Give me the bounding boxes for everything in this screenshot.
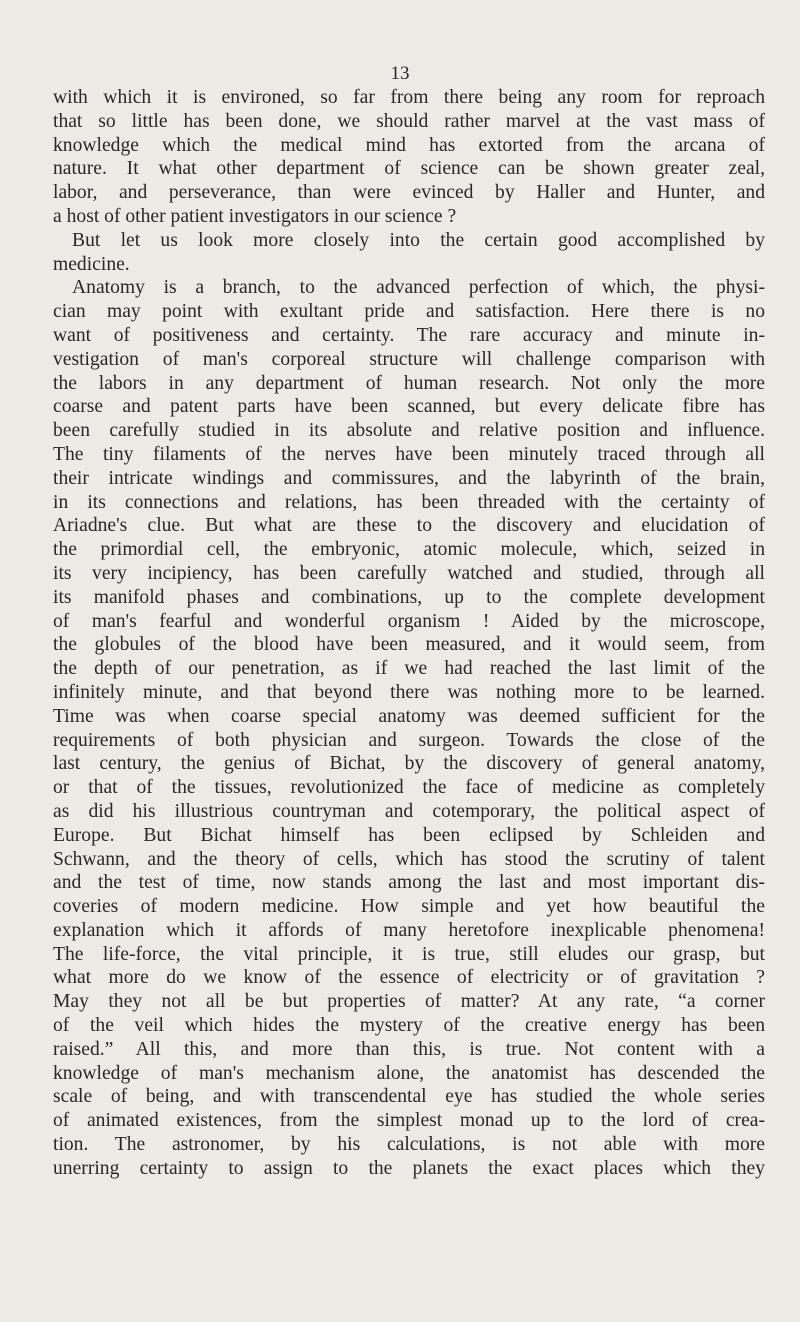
text-line: of animated existences, from the simplest monad up to the lord of crea-	[53, 1110, 765, 1132]
text-line: that so little has been done, we should rather marvel at the vast mass of	[53, 110, 765, 132]
text-line: The life-force, the vital principle, it is true, still eludes our grasp, but	[53, 943, 765, 965]
text-line: infinitely minute, and that beyond there was nothing more to be learned.	[53, 681, 765, 703]
text-line: of man's fearful and wonderful organism ! Aided by the microscope,	[53, 610, 765, 632]
text-line: coveries of modern medicine. How simple and yet how beautiful the	[53, 896, 765, 918]
text-line: scale of being, and with transcendental eye has studied the whole series	[53, 1086, 765, 1108]
text-line: knowledge which the medical mind has extorted from the arcana of	[53, 134, 765, 156]
text-line: unerring certainty to assign to the planets the exact places which they	[53, 1157, 765, 1179]
text-line: Anatomy is a branch, to the advanced perfection of which, the physi-	[72, 277, 765, 299]
text-line: But let us look more closely into the certain good accomplished by	[72, 229, 765, 251]
text-line: knowledge of man's mechanism alone, the anatomist has descended the	[53, 1062, 765, 1084]
body-text	[53, 86, 765, 1181]
text-line: its very incipiency, has been carefully watched and studied, through all	[53, 562, 765, 584]
text-line: Schwann, and the theory of cells, which has stood the scrutiny of talent	[53, 848, 765, 870]
text-line: been carefully studied in its absolute and relative position and influence.	[53, 420, 765, 442]
text-line: the primordial cell, the embryonic, atomic molecule, which, seized in	[53, 539, 765, 561]
text-line: vestigation of man's corporeal structure will challenge comparison with	[53, 348, 765, 370]
text-line: in its connections and relations, has been threaded with the certainty of	[53, 491, 765, 513]
text-line: and the test of time, now stands among the last and most important dis-	[53, 872, 765, 894]
text-line: a host of other patient investigators in our science ?	[53, 205, 457, 227]
text-line: coarse and patent parts have been scanned, but every delicate fibre has	[53, 396, 765, 418]
text-line: May they not all be but properties of matter? At any rate, “a corner	[53, 991, 765, 1013]
text-line: or that of the tissues, revolutionized the face of medicine as completely	[53, 777, 765, 799]
text-line: raised.” All this, and more than this, is true. Not content with a	[53, 1038, 765, 1060]
text-line: its manifold phases and combinations, up to the complete development	[53, 586, 765, 608]
text-line: requirements of both physician and surgeon. Towards the close of the	[53, 729, 765, 751]
text-line: medicine.	[53, 253, 130, 275]
text-line: Ariadne's clue. But what are these to the discovery and elucidation of	[53, 515, 765, 537]
text-line: tion. The astronomer, by his calculations, is not able with more	[53, 1134, 765, 1156]
text-line: with which it is environed, so far from there being any room for reproach	[53, 87, 765, 108]
text-line: Time was when coarse special anatomy was deemed sufficient for the	[53, 705, 765, 727]
page-number: 13	[390, 63, 410, 84]
text-line: what more do we know of the essence of electricity or of gravitation ?	[53, 967, 765, 989]
text-line: last century, the genius of Bichat, by the discovery of general anatomy,	[53, 753, 765, 775]
text-line: The tiny filaments of the nerves have been minutely traced through all	[53, 443, 765, 465]
text-line: cian may point with exultant pride and satisfaction. Here there is no	[53, 301, 765, 323]
text-line: labor, and perseverance, than were evinced by Haller and Hunter, and	[53, 182, 765, 204]
text-line: the globules of the blood have been measured, and it would seem, from	[53, 634, 765, 656]
text-line: the labors in any department of human research. Not only the more	[53, 372, 765, 394]
text-line: Europe. But Bichat himself has been eclipsed by Schleiden and	[53, 824, 765, 846]
text-line: explanation which it affords of many heretofore inexplicable phenomena!	[53, 919, 765, 941]
text-line: nature. It what other department of science can be shown greater zeal,	[53, 158, 765, 180]
text-line: of the veil which hides the mystery of the creative energy has been	[53, 1015, 765, 1037]
text-line: want of positiveness and certainty. The rare accuracy and minute in-	[53, 324, 765, 346]
text-line: their intricate windings and commissures, and the labyrinth of the brain,	[53, 467, 765, 489]
text-line: the depth of our penetration, as if we had reached the last limit of the	[53, 658, 765, 680]
text-line: as did his illustrious countryman and cotemporary, the political aspect of	[53, 800, 765, 822]
